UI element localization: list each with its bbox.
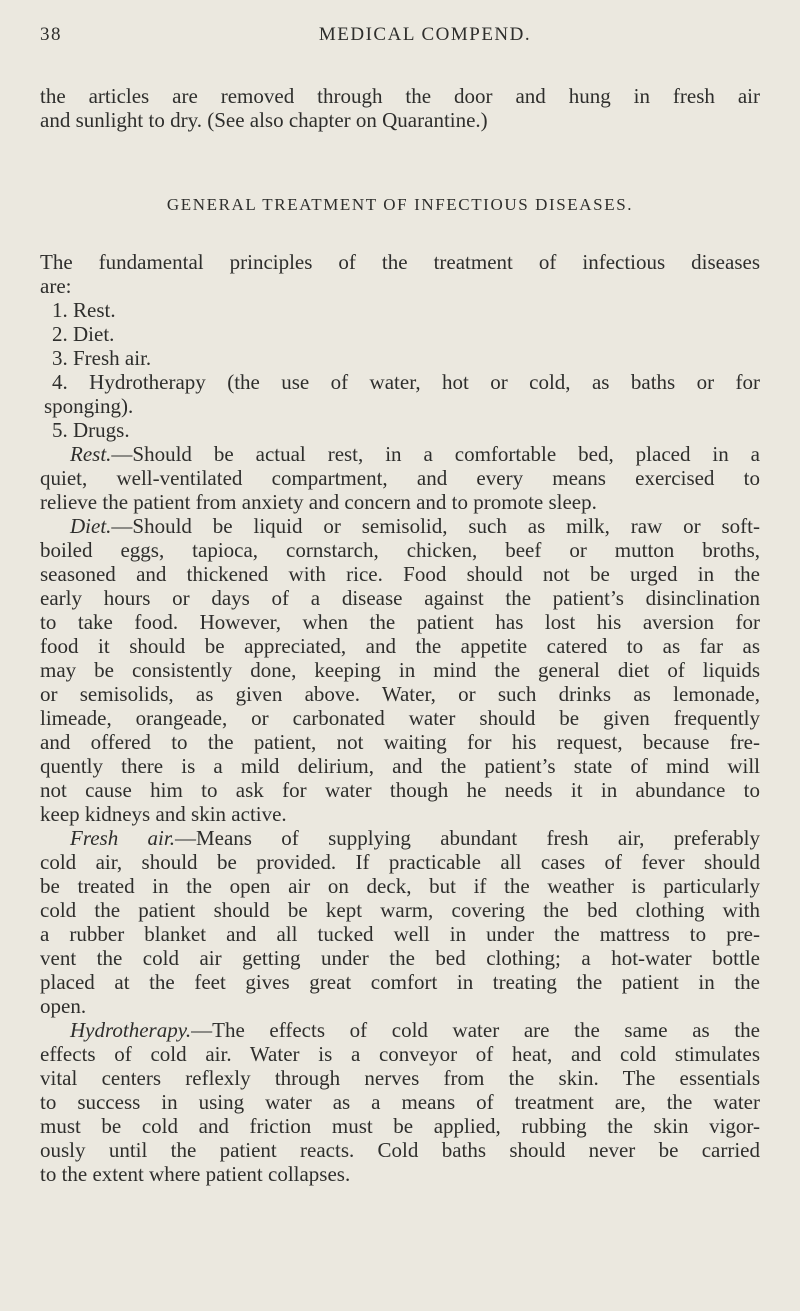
text-line (40, 298, 760, 322)
line-text: may be consistently done, keeping in mind the general diet of liquids (40, 658, 760, 682)
text-line (40, 514, 760, 538)
text-line (40, 946, 760, 970)
text-line (40, 730, 760, 754)
text-line (40, 898, 760, 922)
text-line (40, 658, 760, 682)
line-text: —The effects of cold water are the same as the (191, 1018, 760, 1042)
text-line (40, 370, 760, 394)
line-text: to success in using water as a means of treatment are, the water (40, 1090, 760, 1114)
line-text: food it should be appreciated, and the appetite catered to as far as (40, 634, 760, 658)
text-line (40, 562, 760, 586)
line-text: early hours or days of a disease against the patient’s disinclination (40, 586, 760, 610)
text-line (40, 84, 760, 108)
line-text: cold air, should be provided. If practicable all cases of fever should (40, 850, 760, 874)
line-text: open. (40, 994, 87, 1018)
text-line (40, 850, 760, 874)
line-text: limeade, orangeade, or carbonated water should be given frequently (40, 706, 760, 730)
text-line (40, 802, 760, 826)
text-line (40, 490, 760, 514)
line-text: cold the patient should be kept warm, covering the bed clothing with (40, 898, 760, 922)
text-line (40, 994, 760, 1018)
line-text: 4. Hydrotherapy (the use of water, hot or cold, as baths or for (52, 370, 760, 394)
section-heading: GENERAL TREATMENT OF INFECTIOUS DISEASES. (166, 195, 634, 214)
line-text: relieve the patient from anxiety and concern and to promote sleep. (40, 490, 597, 514)
text-line (40, 1066, 760, 1090)
line-text: the articles are removed through the door and hung in fresh air (40, 84, 760, 108)
line-text: vital centers reflexly through nerves from the skin. The essentials (40, 1066, 760, 1090)
text-line (40, 634, 760, 658)
text-line (40, 778, 760, 802)
line-text: —Means of supplying abundant fresh air, preferably (174, 826, 760, 850)
paragraph-lead-term: Diet. (70, 514, 112, 538)
line-text: quently there is a mild delirium, and the patient’s state of mind will (40, 754, 760, 778)
line-text: or semisolids, as given above. Water, or such drinks as lemonade, (40, 682, 760, 706)
paragraph-lead-term: Fresh air. (70, 826, 175, 850)
line-text: —Should be liquid or semisolid, such as milk, raw or soft- (111, 514, 760, 538)
text-line (40, 970, 760, 994)
line-text: placed at the feet gives great comfort in treating the patient in the (40, 970, 760, 994)
text-line (40, 394, 760, 418)
page-number: 38 (40, 24, 62, 45)
line-text: The fundamental principles of the treatment of infectious diseases (40, 250, 760, 274)
text-line (40, 922, 760, 946)
text-line (40, 610, 760, 634)
text-line (40, 682, 760, 706)
line-text: 1. Rest. (52, 298, 116, 322)
text-line (40, 108, 760, 132)
text-line (40, 442, 760, 466)
line-text: 2. Diet. (52, 322, 115, 346)
paragraph-lead-term: Hydrotherapy. (70, 1018, 192, 1042)
line-text: ously until the patient reacts. Cold baths should never be carried (40, 1138, 760, 1162)
line-text: and sunlight to dry. (See also chapter on Quarantine.) (40, 108, 488, 132)
line-text: are: (40, 274, 72, 298)
line-text: must be cold and friction must be applied, rubbing the skin vigor- (40, 1114, 760, 1138)
line-text: 5. Drugs. (52, 418, 130, 442)
line-text: and offered to the patient, not waiting for his request, because fre- (40, 730, 760, 754)
line-text: sponging). (44, 394, 134, 418)
line-text: seasoned and thickened with rice. Food should not be urged in the (40, 562, 760, 586)
text-line (40, 1042, 760, 1066)
body-text (40, 250, 760, 1186)
line-text: 3. Fresh air. (52, 346, 152, 370)
line-text: quiet, well-ventilated compartment, and every means exercised to (40, 466, 760, 490)
line-text: keep kidneys and skin active. (40, 802, 287, 826)
text-line (40, 274, 760, 298)
line-text: to take food. However, when the patient has lost his aversion for (40, 610, 760, 634)
line-text: not cause him to ask for water though he needs it in abundance to (40, 778, 760, 802)
text-line (40, 466, 760, 490)
text-line (40, 1114, 760, 1138)
text-line (40, 418, 760, 442)
text-line (40, 1138, 760, 1162)
text-line (40, 586, 760, 610)
text-line (40, 250, 760, 274)
text-line (40, 754, 760, 778)
text-line (40, 826, 760, 850)
text-line (40, 874, 760, 898)
text-line (40, 538, 760, 562)
line-text: a rubber blanket and all tucked well in under the mattress to pre- (40, 922, 760, 946)
text-line (40, 706, 760, 730)
line-text: be treated in the open air on deck, but if the weather is particularly (40, 874, 760, 898)
text-line (40, 1090, 760, 1114)
line-text: vent the cold air getting under the bed clothing; a hot-water bottle (40, 946, 760, 970)
line-text: effects of cold air. Water is a conveyor of heat, and cold stimulates (40, 1042, 760, 1066)
running-title: MEDICAL COMPEND. (318, 24, 532, 45)
intro-paragraph (40, 84, 760, 132)
line-text: —Should be actual rest, in a comfortable bed, placed in a (111, 442, 760, 466)
line-text: to the extent where patient collapses. (40, 1162, 351, 1186)
text-line (40, 322, 760, 346)
text-line (40, 1162, 760, 1186)
paragraph-lead-term: Rest. (70, 442, 112, 466)
line-text: boiled eggs, tapioca, cornstarch, chicken, beef or mutton broths, (40, 538, 760, 562)
text-line (40, 346, 760, 370)
text-line (40, 1018, 760, 1042)
running-header (40, 24, 760, 52)
